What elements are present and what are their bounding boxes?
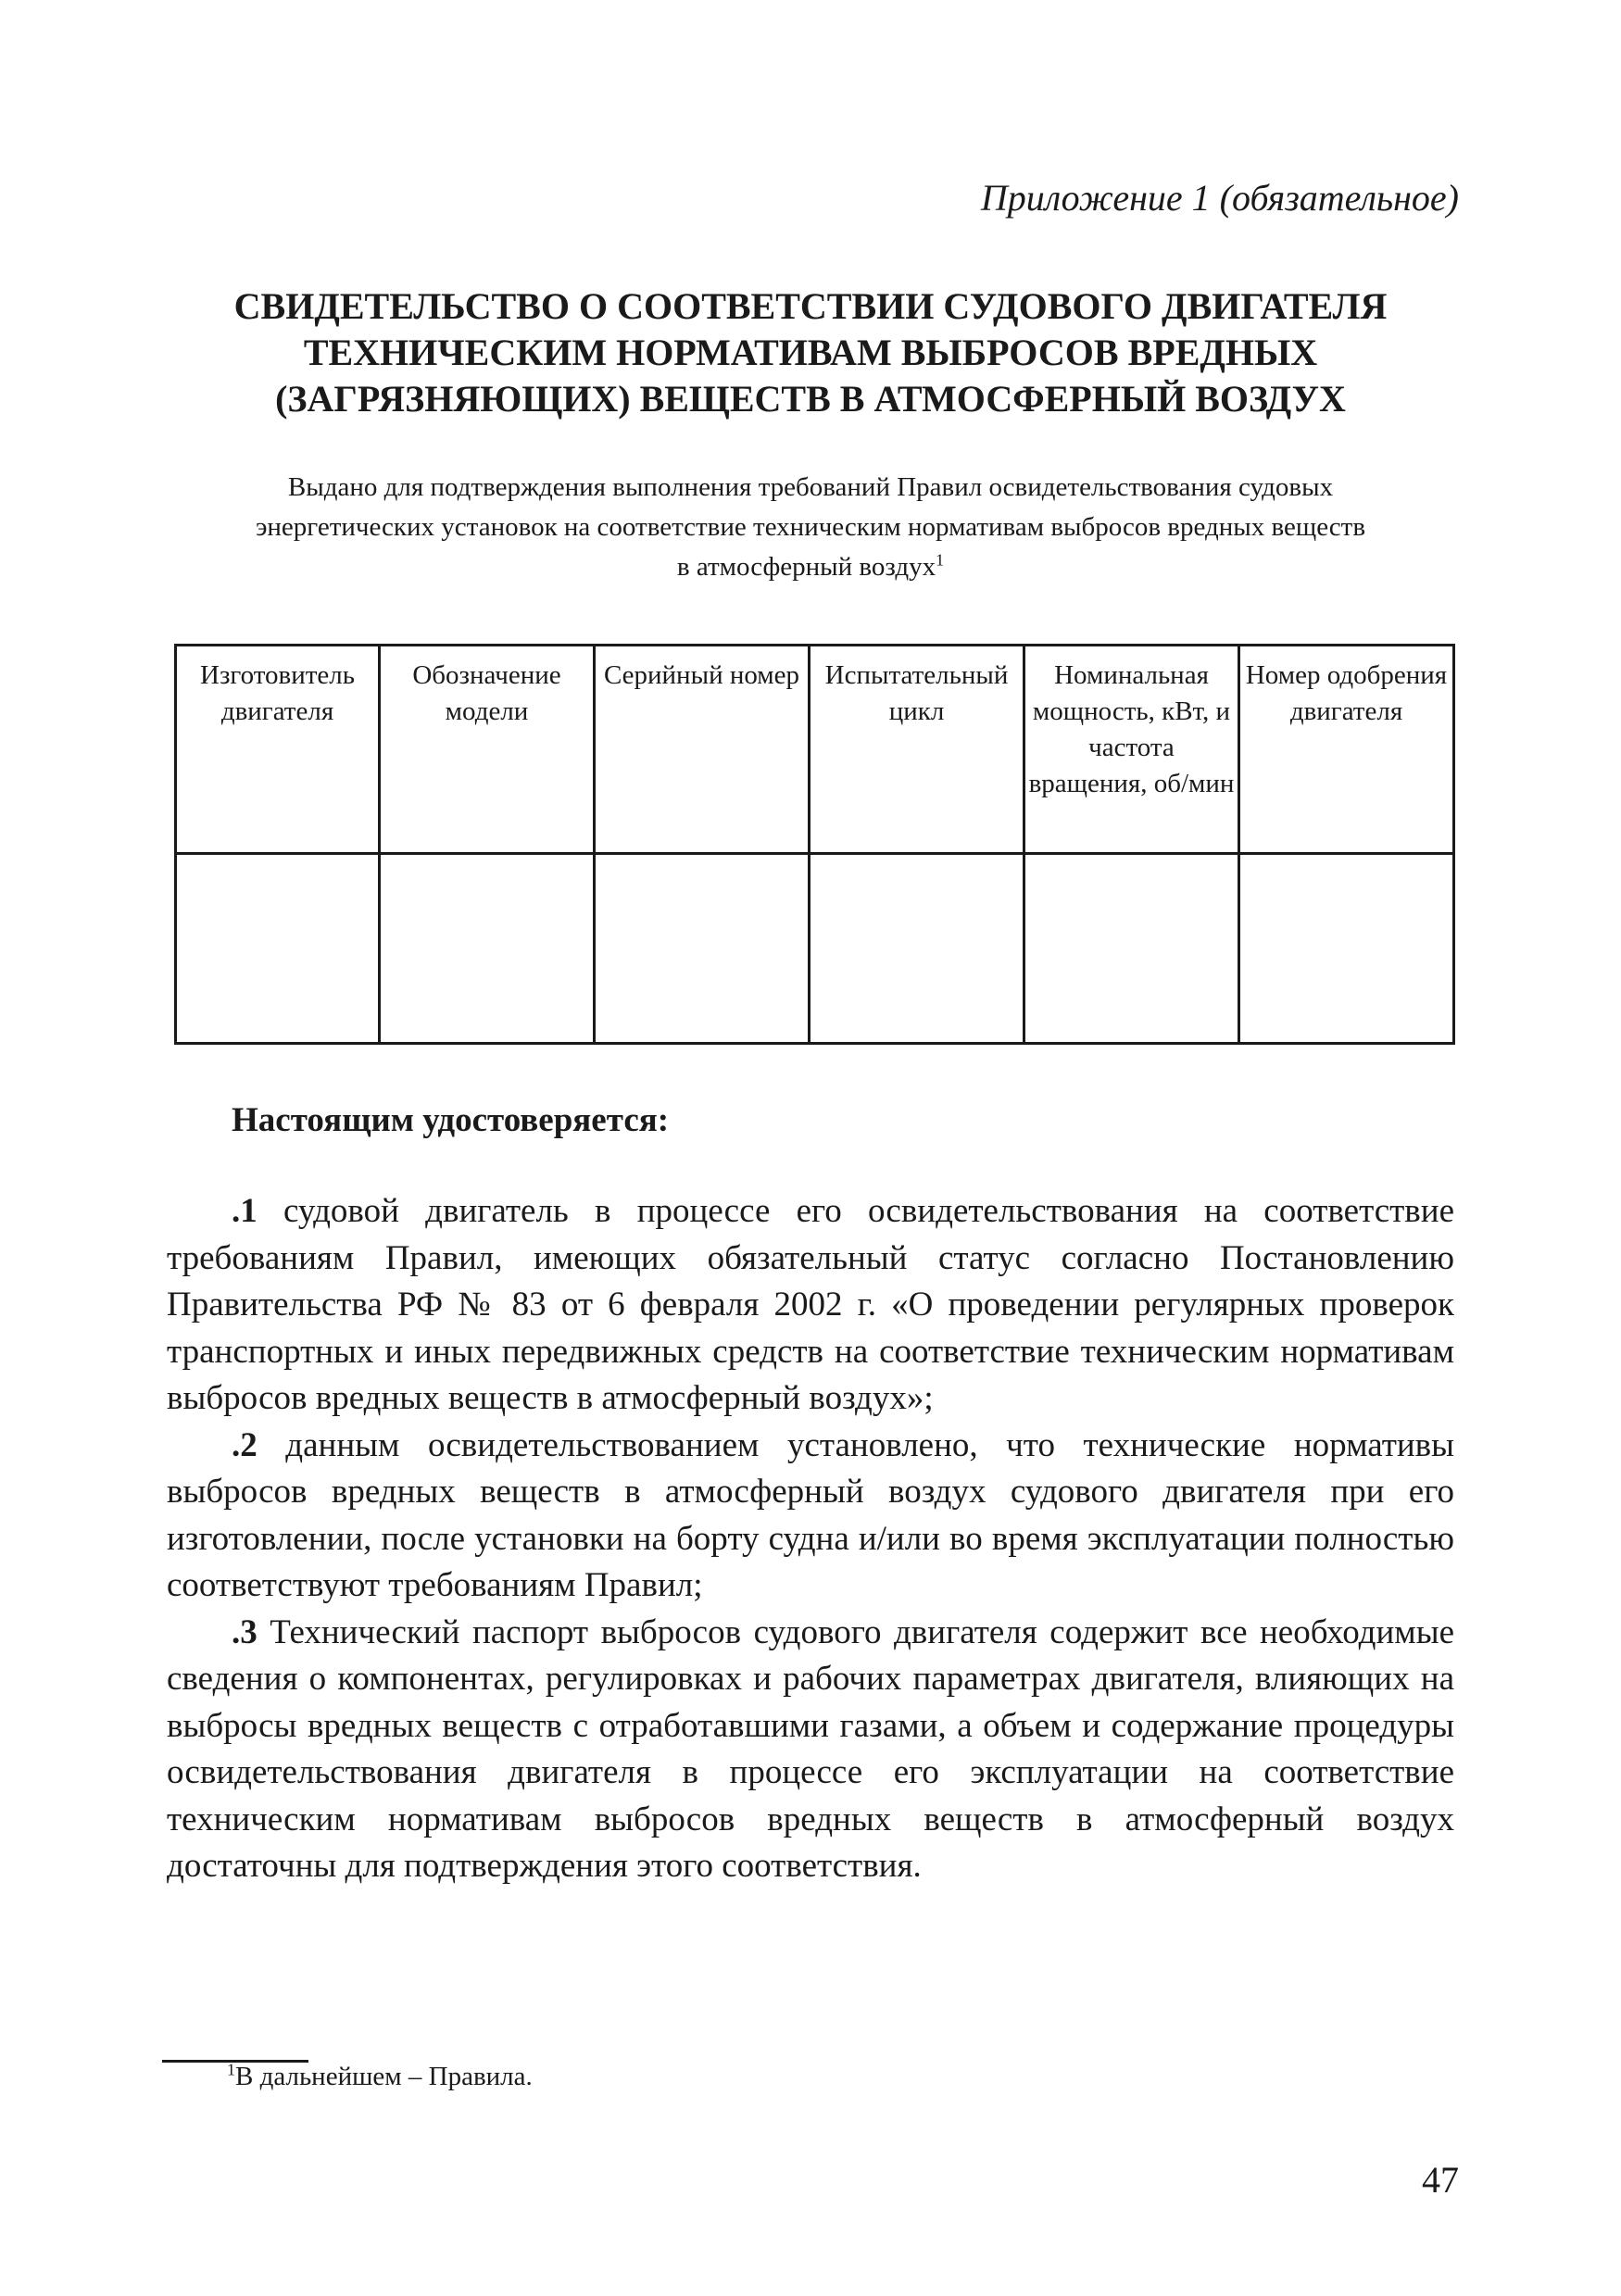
issued-line: энергетических установок на соответствие техническим нормативам выбросов вредных веществ [255, 512, 1366, 542]
table-cell-test-cycle [810, 854, 1024, 1044]
clause-number: .3 [232, 1612, 258, 1651]
page-number: 47 [1422, 2159, 1459, 2201]
table-cell-serial-number [595, 854, 810, 1044]
clauses [167, 1188, 1454, 1890]
issued-line: в атмосферный воздух [676, 552, 936, 582]
header-approval-number: Номер одобрения двигателя [1239, 646, 1454, 854]
issued-statement [167, 468, 1454, 587]
appendix-label: Приложение 1 (обязательное) [980, 177, 1459, 219]
title-line: (ЗАГРЯЗНЯЮЩИХ) ВЕЩЕСТВ В АТМОСФЕРНЫЙ ВОЗДУХ [275, 378, 1346, 420]
clause-text: данным освидетельствованием установлено, что технические нормативы выбросов вредных веществ в атмосферный воздух судового двигателя при его изготовлении, после установки на борту судна и/или во время эксплуатации полностью соответствуют требованиям Правил; [167, 1425, 1454, 1604]
clause-number: .1 [232, 1192, 258, 1230]
header-serial-number: Серийный номер [595, 646, 810, 854]
title-line: ТЕХНИЧЕСКИМ НОРМАТИВАМ ВЫБРОСОВ ВРЕДНЫХ [303, 332, 1318, 373]
clause-3 [167, 1610, 1454, 1890]
footnote-text: В дальнейшем – Правила. [235, 2062, 533, 2091]
footnote-ref: 1 [936, 550, 945, 570]
clause-text: судовой двигатель в процессе его освидетельствования на соответствие требованиям Правил, имеющих обязательный статус согласно Постановлению Правительства РФ № 83 от 6 февраля 2002 г. «О проведении регулярных проверок транспортных и иных передвижных средств на соответствие техническим нормативам выбросов вредных веществ в атмосферный воздух»; [167, 1192, 1454, 1417]
header-model: Обозначение модели [380, 646, 595, 854]
table-header-row [176, 646, 1454, 854]
footnote-mark: 1 [227, 2060, 235, 2079]
header-rated-power: Номинальная мощность, кВт, и частота вращения, об/мин [1024, 646, 1239, 854]
table-cell-manufacturer [176, 854, 380, 1044]
footnote [227, 2062, 533, 2092]
clause-1 [167, 1188, 1454, 1423]
table-cell-rated-power [1024, 854, 1239, 1044]
issued-line: Выдано для подтверждения выполнения требований Правил освидетельствования судовых [287, 472, 1334, 502]
document-title [167, 283, 1454, 422]
issued-line-last [167, 547, 1454, 587]
table-row [176, 854, 1454, 1044]
certify-heading: Настоящим удостоверяется: [232, 1101, 670, 1139]
engine-data-table [174, 644, 1455, 1045]
title-line: СВИДЕТЕЛЬСТВО О СООТВЕТСТВИИ СУДОВОГО ДВИГАТЕЛЯ [233, 285, 1388, 327]
table-cell-model [380, 854, 595, 1044]
clause-2 [167, 1423, 1454, 1610]
header-manufacturer: Изготовитель двигателя [176, 646, 380, 854]
header-test-cycle: Испытательный цикл [810, 646, 1024, 854]
clause-number: .2 [232, 1425, 258, 1464]
table-cell-approval-number [1239, 854, 1454, 1044]
clause-text: Технический паспорт выбросов судового двигателя содержит все необходимые сведения о компонентах, регулировках и рабочих параметрах двигателя, влияющих на выбросы вредных веществ с отработавшими газами, а объем и содержание процедуры освидетельствования двигателя в процессе его эксплуатации на соответствие техническим нормативам выбросов вредных веществ в атмосферный воздух достаточны для подтверждения этого соответствия. [167, 1612, 1454, 1885]
